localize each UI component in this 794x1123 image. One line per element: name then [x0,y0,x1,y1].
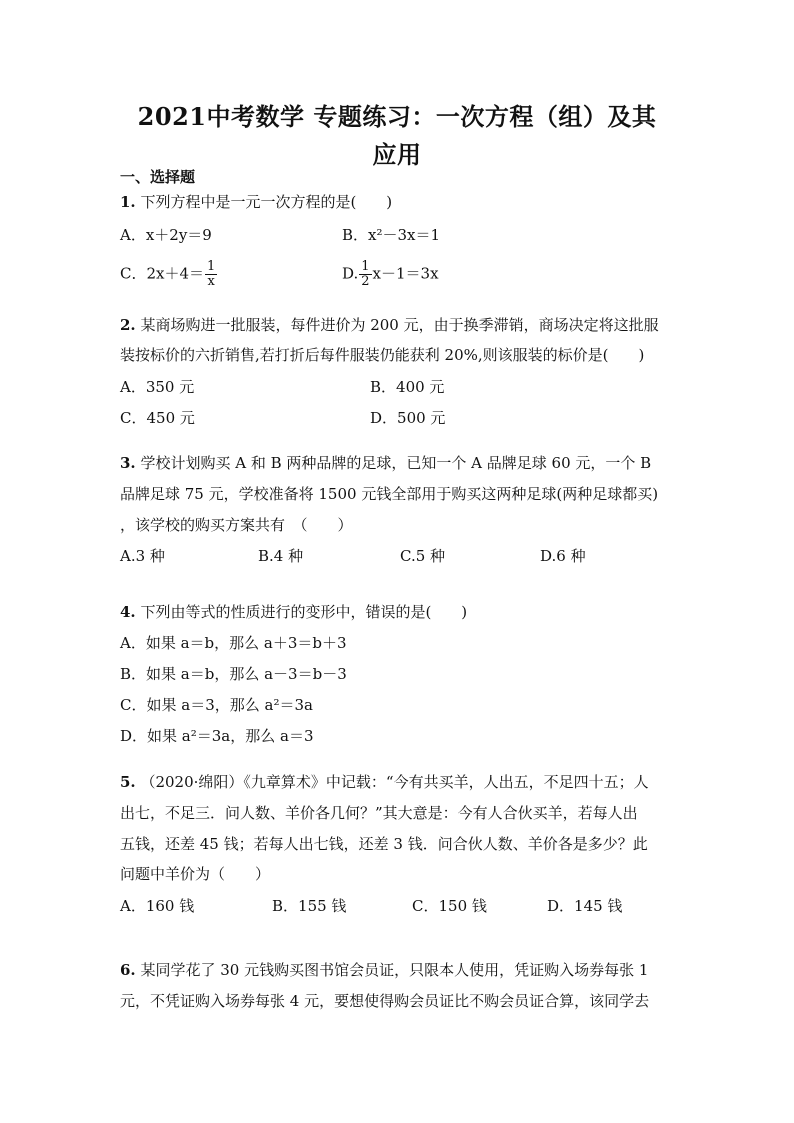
q2-option-a: A．350 元 [120,378,195,396]
question-2-line-2: 装按标价的六折销售,若打折后每件服装仍能获利 20%,则该服装的标价是( ) [120,346,645,364]
q1-option-c-text: C．2x＋4＝ [120,264,205,283]
q1-option-a: A．x＋2y＝9 [120,226,212,244]
question-text: 下列由等式的性质进行的变形中，错误的是( ) [140,603,468,621]
q4-option-b: B．如果 a＝b，那么 a－3＝b－3 [120,665,347,683]
question-text: 学校计划购买 A 和 B 两种品牌的足球，已知一个 A 品牌足球 60 元，一个 B [140,454,652,472]
question-number: 4. [120,603,136,621]
q3-option-a: A.3 种 [120,547,165,565]
question-5-line-1 [120,772,649,792]
question-3-line-1 [120,453,651,473]
q5-option-b: B．155 钱 [272,897,347,915]
fraction-denominator: 2 [361,274,370,289]
fraction-numerator: 1 [361,259,370,274]
section-heading: 一、选择题 [120,168,196,186]
q5-option-c: C．150 钱 [412,897,487,915]
q2-option-d: D．500 元 [370,409,446,427]
question-5-line-4: 问题中羊价为（ ） [120,865,271,883]
question-number: 5. [120,773,136,791]
question-text: 某同学花了 30 元钱购买图书馆会员证，只限本人使用，凭证购入场券每张 1 [140,961,649,979]
title-line-2: 应用 [372,140,422,169]
fraction-numerator: 1 [207,259,216,274]
q4-option-c: C．如果 a＝3，那么 a²＝3a [120,696,313,714]
q4-option-d: D．如果 a²＝3a，那么 a＝3 [120,727,314,745]
q1-option-d [342,260,439,289]
question-5-line-2: 出七，不足三．问人数、羊价各几何？”其大意是：今有人合伙买羊，若每人出 [120,804,638,822]
question-text: （2020·绵阳）《九章算术》中记载：“今有共买羊，人出五，不足四十五；人 [140,773,649,791]
q1-option-d-label: D. [342,264,359,283]
fraction [205,260,217,289]
title-line-1: 2021中考数学 专题练习：一次方程（组）及其 [137,102,657,131]
question-4 [120,602,467,622]
question-5-line-3: 五钱，还差 45 钱；若每人出七钱，还差 3 钱．问合伙人数、羊价各是多少？此 [120,835,648,853]
question-3-line-3: ，该学校的购买方案共有 （ ） [120,516,353,534]
question-number: 1. [120,193,136,211]
q5-option-d: D．145 钱 [547,897,623,915]
question-2-line-1 [120,315,659,335]
question-6-line-1 [120,960,648,980]
q3-option-c: C.5 种 [400,547,446,565]
question-number: 2. [120,316,136,334]
question-3-line-2: 品牌足球 75 元，学校准备将 1500 元钱全部用于购买这两种足球(两种足球都买) [120,485,659,503]
fraction-denominator: x [207,274,215,289]
question-6-line-2: 元，不凭证购入场券每张 4 元，要想使得购会员证比不购会员证合算，该同学去 [120,992,650,1010]
question-text: 下列方程中是一元一次方程的是( ) [140,193,393,211]
q4-option-a: A．如果 a＝b，那么 a＋3＝b＋3 [120,634,347,652]
q3-option-b: B.4 种 [258,547,304,565]
q2-option-b: B．400 元 [370,378,445,396]
q3-option-d: D.6 种 [540,547,586,565]
question-number: 3. [120,454,136,472]
q1-option-c [120,260,218,289]
q2-option-c: C．450 元 [120,409,195,427]
question-number: 6. [120,961,136,979]
question-text: 某商场购进一批服装，每件进价为 200 元，由于换季滞销，商场决定将这批服 [140,316,659,334]
q1-option-b: B．x²－3x＝1 [342,226,441,244]
q1-option-d-text: x－1＝3x [372,264,439,283]
page-title [110,98,684,174]
fraction [359,260,371,289]
question-1 [120,192,392,212]
q5-option-a: A．160 钱 [120,897,195,915]
